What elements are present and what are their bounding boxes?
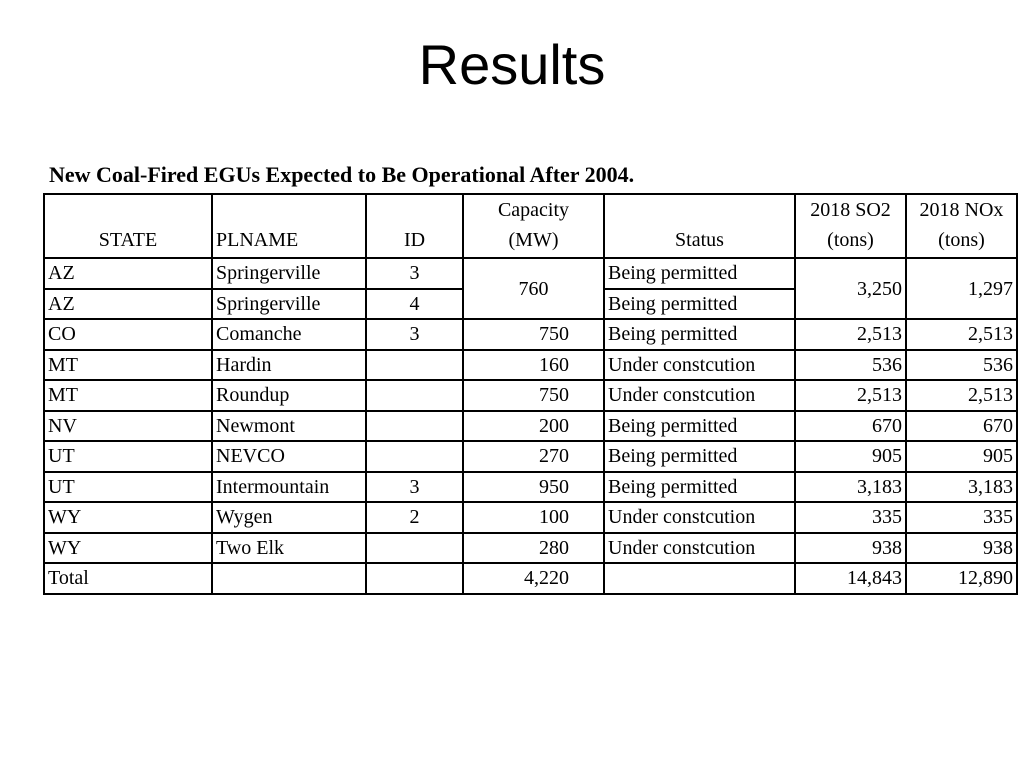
cell-nox: 2,513	[906, 319, 1017, 350]
cell-capacity: 160	[463, 350, 604, 381]
cell-total-nox: 12,890	[906, 563, 1017, 594]
table-row	[44, 472, 1017, 503]
header-plname: PLNAME	[212, 194, 366, 258]
cell-capacity: 750	[463, 380, 604, 411]
cell-id: 3	[366, 258, 463, 289]
cell-plname: Wygen	[212, 502, 366, 533]
header-nox: 2018 NOx (tons)	[906, 194, 1017, 258]
cell-status: Being permitted	[604, 319, 795, 350]
table-total-row	[44, 563, 1017, 594]
cell-capacity: 950	[463, 472, 604, 503]
egu-table	[43, 193, 1018, 595]
cell-id	[366, 411, 463, 442]
cell-id: 4	[366, 289, 463, 320]
cell-plname: Hardin	[212, 350, 366, 381]
cell-plname: NEVCO	[212, 441, 366, 472]
cell-plname: Springerville	[212, 258, 366, 289]
table-row	[44, 411, 1017, 442]
cell-plname: Newmont	[212, 411, 366, 442]
table-row	[44, 319, 1017, 350]
cell-so2: 938	[795, 533, 906, 564]
cell-status: Under constcution	[604, 380, 795, 411]
cell-capacity: 750	[463, 319, 604, 350]
cell-so2: 3,183	[795, 472, 906, 503]
cell-state: MT	[44, 380, 212, 411]
cell-plname: Intermountain	[212, 472, 366, 503]
cell-id	[366, 563, 463, 594]
cell-status: Being permitted	[604, 441, 795, 472]
cell-state: UT	[44, 441, 212, 472]
cell-so2: 2,513	[795, 319, 906, 350]
cell-capacity: 270	[463, 441, 604, 472]
cell-state: MT	[44, 350, 212, 381]
cell-state: WY	[44, 533, 212, 564]
table-row	[44, 258, 1017, 289]
cell-status: Being permitted	[604, 472, 795, 503]
cell-state: NV	[44, 411, 212, 442]
cell-state: AZ	[44, 258, 212, 289]
cell-id	[366, 350, 463, 381]
cell-so2: 2,513	[795, 380, 906, 411]
cell-plname: Comanche	[212, 319, 366, 350]
table-caption: New Coal-Fired EGUs Expected to Be Operational After 2004.	[49, 162, 635, 187]
cell-status: Being permitted	[604, 289, 795, 320]
cell-nox: 2,513	[906, 380, 1017, 411]
cell-id: 3	[366, 472, 463, 503]
cell-capacity: 760	[463, 258, 604, 319]
header-id: ID	[366, 194, 463, 258]
cell-total-label: Total	[44, 563, 212, 594]
cell-nox: 905	[906, 441, 1017, 472]
slide-title: Results	[418, 33, 606, 96]
table-header-row	[44, 194, 1017, 258]
cell-status: Under constcution	[604, 533, 795, 564]
cell-nox: 670	[906, 411, 1017, 442]
cell-state: CO	[44, 319, 212, 350]
table-row	[44, 350, 1017, 381]
cell-capacity: 100	[463, 502, 604, 533]
header-status: Status	[604, 194, 795, 258]
cell-capacity: 280	[463, 533, 604, 564]
cell-so2: 335	[795, 502, 906, 533]
cell-so2: 905	[795, 441, 906, 472]
table-row	[44, 380, 1017, 411]
table-row	[44, 441, 1017, 472]
cell-id	[366, 380, 463, 411]
cell-nox: 536	[906, 350, 1017, 381]
cell-id: 3	[366, 319, 463, 350]
cell-so2: 670	[795, 411, 906, 442]
cell-total-capacity: 4,220	[463, 563, 604, 594]
cell-total-so2: 14,843	[795, 563, 906, 594]
cell-so2: 3,250	[795, 258, 906, 319]
header-capacity: Capacity (MW)	[463, 194, 604, 258]
table-row	[44, 533, 1017, 564]
cell-status: Under constcution	[604, 502, 795, 533]
cell-state: AZ	[44, 289, 212, 320]
cell-state: WY	[44, 502, 212, 533]
cell-plname: Springerville	[212, 289, 366, 320]
cell-status: Being permitted	[604, 411, 795, 442]
cell-plname: Roundup	[212, 380, 366, 411]
cell-nox: 3,183	[906, 472, 1017, 503]
cell-so2: 536	[795, 350, 906, 381]
header-state: STATE	[44, 194, 212, 258]
cell-status: Being permitted	[604, 258, 795, 289]
cell-plname	[212, 563, 366, 594]
cell-capacity: 200	[463, 411, 604, 442]
cell-id: 2	[366, 502, 463, 533]
cell-nox: 938	[906, 533, 1017, 564]
cell-status	[604, 563, 795, 594]
cell-plname: Two Elk	[212, 533, 366, 564]
header-so2: 2018 SO2 (tons)	[795, 194, 906, 258]
cell-state: UT	[44, 472, 212, 503]
cell-status: Under constcution	[604, 350, 795, 381]
cell-id	[366, 441, 463, 472]
cell-nox: 1,297	[906, 258, 1017, 319]
table-row	[44, 502, 1017, 533]
cell-id	[366, 533, 463, 564]
cell-nox: 335	[906, 502, 1017, 533]
